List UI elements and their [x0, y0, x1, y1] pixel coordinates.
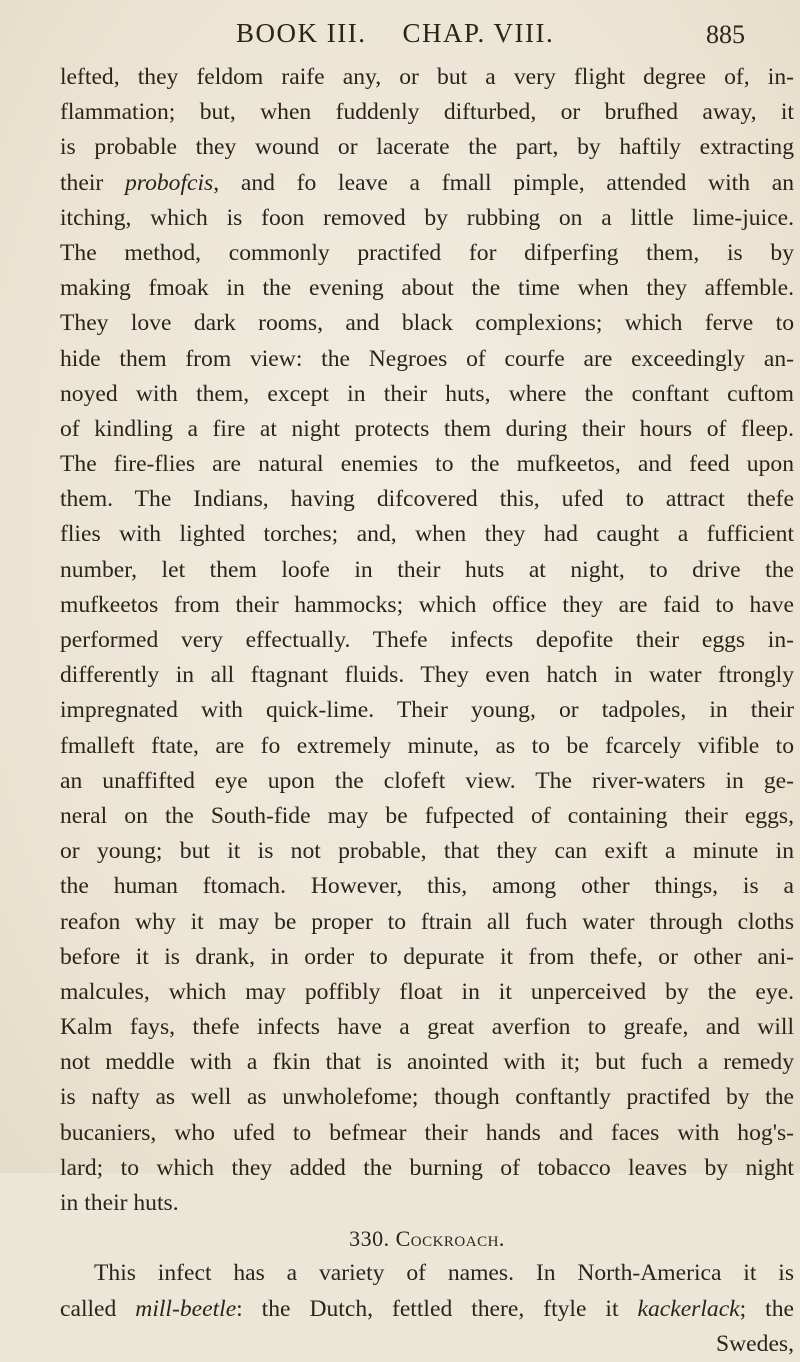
text-line: The method, commonly practifed for difperfing them, is by [60, 239, 794, 266]
text-line: hide them from view: the Negroes of courfe are exceedingly an- [60, 345, 794, 372]
text-segment: probofcis [124, 169, 214, 196]
text-line: an unaffifted eye upon the clofeft view. The river-waters in ge- [60, 767, 794, 794]
text-line: Kalm fays, thefe infects have a great averfion to greafe, and will [60, 1014, 794, 1041]
running-head [236, 18, 554, 49]
text-line: them. The Indians, having difcovered this, ufed to attract thefe [60, 486, 794, 513]
text-line: They love dark rooms, and black complexions; which ferve to [60, 310, 794, 337]
text-segment: kackerlack [637, 1295, 740, 1322]
text-segment: ; the [739, 1295, 794, 1322]
page-header [0, 14, 800, 54]
text-line: is probable they wound or lacerate the part, by haftily extracting [60, 134, 794, 161]
text-line: the human ftomach. However, this, among other things, is a [60, 873, 794, 900]
text-line: lard; to which they added the burning of tobacco leaves by night [60, 1154, 794, 1181]
text-line: malcules, which may poffibly float in it unperceived by the eye. [60, 978, 794, 1005]
text-line: differently in all ftagnant fluids. They even hatch in water ftrongly [60, 662, 794, 689]
body-text [60, 60, 794, 1362]
text-line: The fire-flies are natural enemies to the mufkeetos, and feed upon [60, 451, 794, 478]
text-segment: , and fo leave a fmall pimple, attended with an [213, 169, 794, 196]
text-line: mufkeetos from their hammocks; which office they are faid to have [60, 591, 794, 618]
text-segment: their [60, 169, 125, 196]
text-line: lefted, they feldom raife any, or but a very flight degree of, in- [60, 64, 794, 90]
text-line: before it is drank, in order to depurate it from thefe, or other ani- [60, 943, 794, 970]
section-title: Cockroach. [395, 1226, 505, 1252]
text-line: making fmoak in the evening about the time when they affemble. [60, 275, 794, 302]
text-line: or young; but it is not probable, that they can exift a minute in [60, 838, 794, 865]
book-label: BOOK III. [236, 18, 367, 48]
text-line [60, 1292, 794, 1327]
text-line: in their huts. [60, 1190, 179, 1216]
text-line [60, 166, 794, 201]
paragraph-mosquitoes [60, 60, 794, 1221]
text-line: impregnated with quick-lime. Their young, or tadpoles, in their [60, 697, 794, 724]
text-segment: called [60, 1295, 136, 1322]
text-line: flammation; but, when fuddenly difturbed, or brufhed away, it [60, 99, 794, 126]
text-segment: mill-beetle [135, 1295, 237, 1322]
section-heading [60, 1221, 794, 1256]
text-line: reafon why it may be proper to ftrain all fuch water through cloths [60, 908, 794, 935]
chapter-label: CHAP. VIII. [402, 18, 555, 48]
text-line: not meddle with a fkin that is anointed with it; but fuch a remedy [60, 1049, 794, 1076]
text-line: This infect has a variety of names. In North-America it is [94, 1260, 794, 1287]
text-line: noyed with them, except in their huts, where the conftant cuftom [60, 380, 794, 407]
page-number: 885 [706, 20, 745, 49]
text-line: fmalleft ftate, are fo extremely minute, as to be fcarcely vifible to [60, 732, 794, 759]
text-line: bucaniers, who ufed to befmear their hands and faces with hog's- [60, 1119, 794, 1146]
paragraph-cockroach [60, 1256, 794, 1326]
section-number: 330. [349, 1226, 390, 1252]
text-line: performed very effectually. Thefe infects depofite their eggs in- [60, 627, 794, 653]
text-segment: : the Dutch, fettled there, ftyle it [236, 1295, 638, 1322]
text-line: is nafty as well as unwholefome; though conftantly practifed by the [60, 1084, 794, 1111]
text-line: of kindling a fire at night protects them during their hours of fleep. [60, 415, 794, 442]
catchword: Swedes, [716, 1330, 794, 1357]
text-line: neral on the South-fide may be fufpected of containing their eggs, [60, 802, 794, 829]
text-line: itching, which is foon removed by rubbing on a little lime-juice. [60, 204, 794, 231]
text-line: number, let them loofe in their huts at night, to drive the [60, 556, 794, 583]
text-line: flies with lighted torches; and, when they had caught a fufficient [60, 521, 794, 548]
